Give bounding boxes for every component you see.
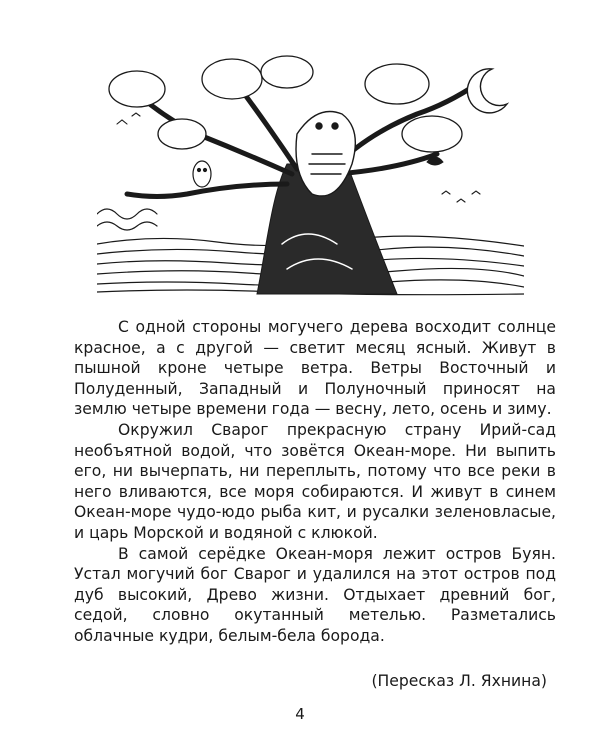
story-paragraph-1: С одной стороны могучего дерева восходит солнце красное, а с другой — светит месяц ясный. Живут в пышной кроне четыре ветра. Ветры Восточный и Полуденный, Западный и Полуночный приносят на землю четыре времени года — весну, лето, осень и зиму. (74, 318, 556, 419)
waves (97, 209, 157, 230)
story-text (74, 317, 556, 647)
story-paragraph-3: В самой серёдке Океан-моря лежит остров Буян. Устал могучий бог Сварог и удалился на этот остров под дуб высокий, Древо жизни. Отдыхает древний бог, седой, словно окутанный метелью. Разметались облачные кудри, белым-бела борода. (74, 544, 556, 645)
tree-of-life-illustration (97, 44, 524, 296)
small-owl (193, 161, 211, 187)
story-paragraph-2: Окружил Сварог прекрасную страну Ирий-сад необъятной водой, что зовётся Океан-море. Ни выпить его, ни вычерпать, ни переплыть, потому что все реки в него вливаются, все моря собираются. И живут в синем Океан-море чудо-юдо рыба кит, и русалки зеленовласые, и царь Морской и водяной с клюкой. (74, 420, 556, 542)
attribution: (Пересказ Л. Яхнина) (371, 672, 547, 690)
crescent-moon (467, 69, 507, 113)
tree-engraving (97, 44, 524, 296)
foliage (109, 56, 462, 152)
page-number: 4 (295, 705, 305, 723)
